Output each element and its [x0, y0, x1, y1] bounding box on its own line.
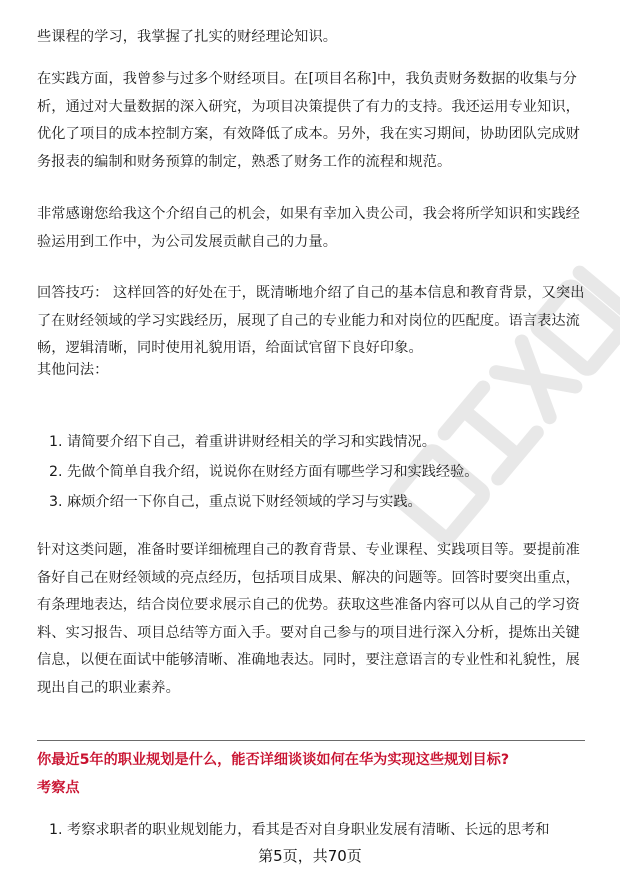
section-label: 考察点 — [37, 780, 80, 796]
list-number: 1. — [49, 822, 63, 838]
list-item — [49, 489, 585, 516]
list-number: 1. — [49, 434, 63, 450]
list-number: 2. — [49, 464, 63, 480]
paragraph-practice: 在实践方面，我曾参与过多个财经项目。在[项目名称]中，我负责财务数据的收集与分析，通过对大量数据的深入研究，为项目决策提供了有力的支持。我还运用专业知识，优化了项目的成本控制方案，有效降低了成本。另外，我在实习期间，协助团队完成财务报表的编制和财务预算的制定，熟悉了财务工作的流程和规范。 — [37, 71, 580, 170]
list-item — [49, 429, 585, 456]
paragraph-closing: 非常感谢您给我这个介绍自己的机会，如果有幸加入贵公司，我会将所学知识和实践经验运用到工作中，为公司发展贡献自己的力量。 — [37, 206, 580, 250]
list-item — [49, 817, 585, 844]
list-item — [49, 459, 585, 486]
list-text: 先做个简单自我介绍，说说你在财经方面有哪些学习和实践经验。 — [67, 464, 479, 480]
list-number: 3. — [49, 494, 63, 510]
list-text: 麻烦介绍一下你自己，重点说下财经领域的学习与实践。 — [67, 494, 422, 510]
page-footer: 第5页，共70页 — [258, 847, 362, 865]
other-questions-label: 其他问法： — [37, 362, 109, 378]
paragraph-coursework: 些课程的学习，我掌握了扎实的财经理论知识。 — [37, 29, 338, 45]
paragraph-answer-tips: 回答技巧： 这样回答的好处在于，既清晰地介绍了自己的基本信息和教育背景，又突出了在财经领域的学习实践经历，展现了自己的专业能力和对岗位的匹配度。语言表达流畅，逻辑清晰，同时使用礼貌用语，给面试官留下良好印象。 — [37, 285, 585, 356]
paragraph-preparation: 针对这类问题，准备时要详细梳理自己的教育背景、专业课程、实践项目等。要提前准备好自己在财经领域的亮点经历，包括项目成果、解决的问题等。回答时要突出重点，有条理地表达，结合岗位要求展示自己的优势。获取这些准备内容可以从自己的学习资料、实习报告、项目总结等方面入手。要对自己参与的项目进行深入分析，提炼出关键信息，以便在面试中能够清晰、准确地表达。同时，要注意语言的专业性和礼貌性，展现出自己的职业素养。 — [37, 542, 580, 696]
question-heading: 你最近5年的职业规划是什么，能否详细谈谈如何在华为实现这些规划目标? — [37, 752, 510, 768]
section-divider — [37, 740, 585, 741]
list-text: 考察求职者的职业规划能力，看其是否对自身职业发展有清晰、长远的思考和 — [67, 822, 550, 838]
list-text: 请简要介绍下自己，着重讲讲财经相关的学习和实践情况。 — [67, 434, 436, 450]
